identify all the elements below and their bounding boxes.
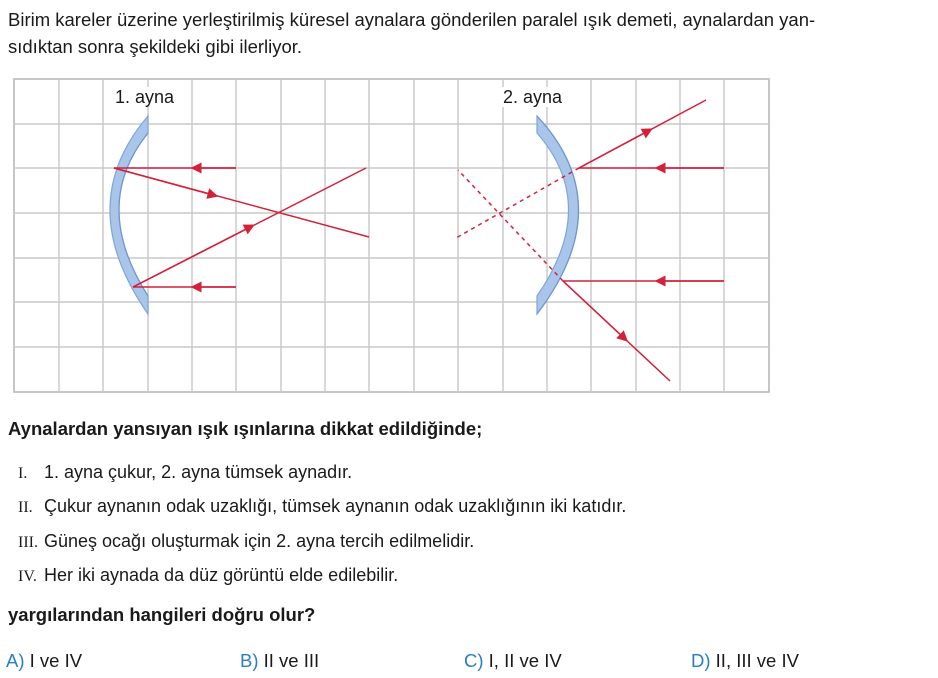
intro-line-2: sıdıktan sonra şekildeki gibi ilerliyor. xyxy=(8,36,303,57)
intro-line-1: Birim kareler üzerine yerleştirilmiş küresel aynalara gönderilen paralel ışık demeti, aynalardan yan- xyxy=(8,9,816,30)
m2-reflected-ray-bottom-arrow xyxy=(563,281,624,338)
ask-text: yargılarından hangileri doğru olur? xyxy=(8,604,316,625)
option-c-text: I, II ve IV xyxy=(488,650,562,671)
option-b-text: II ve III xyxy=(263,650,320,671)
statement-2 xyxy=(18,496,626,517)
statement-1-text: 1. ayna çukur, 2. ayna tümsek aynadır. xyxy=(44,462,353,482)
statement-4-number: IV. xyxy=(18,568,37,585)
m2-extension-top xyxy=(456,168,579,238)
option-a-text: I ve IV xyxy=(29,650,83,671)
option-d-letter: D) xyxy=(691,650,711,671)
option-d-text: II, III ve IV xyxy=(715,650,799,671)
statement-1-number: I. xyxy=(18,465,28,482)
statement-2-text: Çukur aynanın odak uzaklığı, tümsek aynanın odak uzaklığının iki katıdır. xyxy=(44,496,627,516)
statement-2-number: II. xyxy=(18,499,33,516)
question-text: Aynalardan yansıyan ışık ışınlarına dikkat edildiğinde; xyxy=(8,418,483,439)
grid xyxy=(14,79,769,392)
statement-4 xyxy=(18,565,398,586)
statement-3-number: III. xyxy=(18,534,38,551)
statement-1 xyxy=(18,462,352,483)
mirror-1 xyxy=(110,116,148,314)
option-b-letter: B) xyxy=(240,650,259,671)
statement-3 xyxy=(18,531,474,552)
m1-reflected-ray-top-arrow xyxy=(114,168,213,195)
option-a[interactable] xyxy=(6,650,82,672)
option-b[interactable] xyxy=(240,650,319,672)
m2-reflected-ray-top-arrow xyxy=(579,131,648,168)
statement-3-text: Güneş ocağı oluşturmak için 2. ayna tercih edilmelidir. xyxy=(44,531,475,551)
mirror-2 xyxy=(537,116,579,314)
statement-4-text: Her iki aynada da düz görüntü elde edilebilir. xyxy=(44,565,399,585)
option-d[interactable] xyxy=(691,650,799,672)
mirror-1-label: 1. ayna xyxy=(115,87,175,107)
option-c-letter: C) xyxy=(464,650,484,671)
option-a-letter: A) xyxy=(6,650,25,671)
option-c[interactable] xyxy=(464,650,562,672)
mirror-2-label: 2. ayna xyxy=(503,87,563,107)
